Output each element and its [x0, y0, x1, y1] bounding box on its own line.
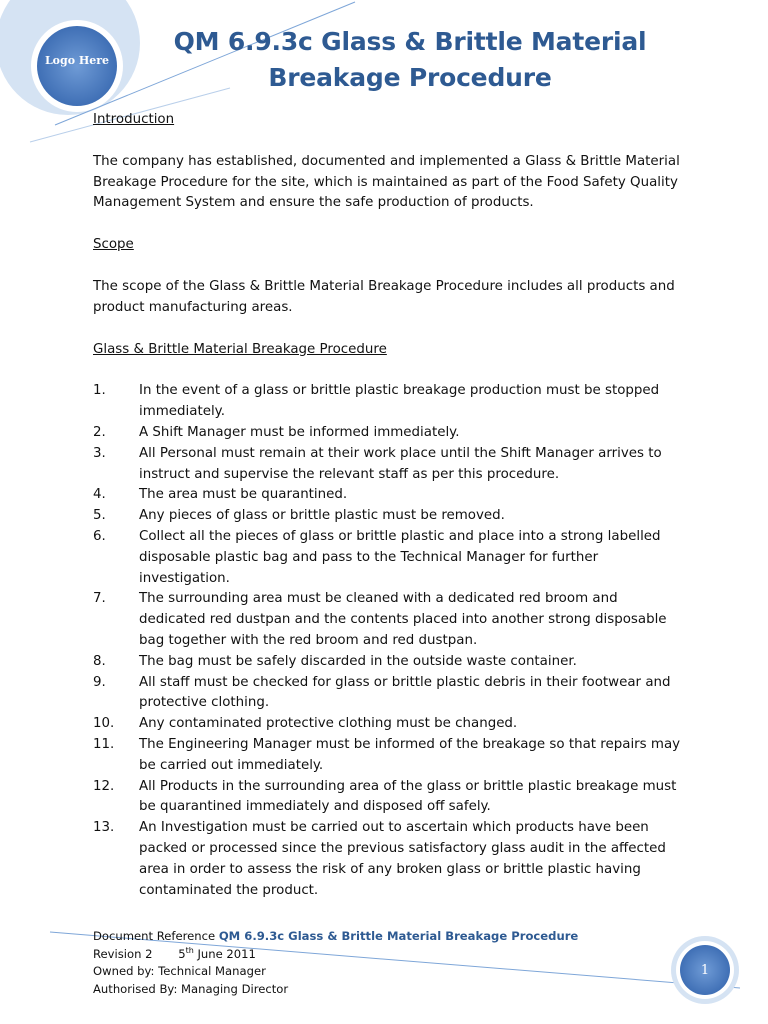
procedure-steps	[93, 381, 683, 901]
step-text: An Investigation must be carried out to ascertain which products have been packed or processed since the previous satisfactory glass audit in the affected area in order to assess the risk of any broken glass or brittle plastic having contaminated the product.	[139, 820, 666, 898]
list-item	[93, 735, 683, 777]
step-text: The Engineering Manager must be informed of the breakage so that repairs may be carried out immediately.	[139, 736, 681, 773]
list-item	[93, 485, 683, 506]
step-number: 7.	[93, 591, 106, 607]
logo-placeholder: Logo Here	[44, 54, 110, 67]
step-text: All Personal must remain at their work place until the Shift Manager arrives to instruct and supervise the relevant staff as per this procedure.	[139, 445, 662, 482]
step-number: 6.	[93, 528, 106, 544]
list-item	[93, 423, 683, 444]
reference-value: QM 6.9.3c Glass & Brittle Material Breakage Procedure	[218, 929, 579, 943]
revision-label: Revision 2	[93, 946, 153, 961]
scope-heading: Scope	[93, 237, 134, 253]
footer-authoriser: Authorised By: Managing Director	[93, 981, 289, 996]
step-number: 5.	[93, 508, 106, 524]
step-number: 8.	[93, 653, 106, 669]
list-item	[93, 381, 683, 423]
step-number: 12.	[93, 778, 115, 794]
step-text: All Products in the surrounding area of the glass or brittle plastic breakage must be quarantined immediately and disposed off safely.	[139, 778, 677, 815]
list-item	[93, 673, 683, 715]
step-number: 10.	[93, 716, 115, 732]
page-number: 1	[700, 963, 710, 978]
scope-text: The scope of the Glass & Brittle Material Breakage Procedure includes all products and product manufacturing areas.	[93, 278, 675, 315]
step-text: Any contaminated protective clothing must be changed.	[139, 716, 518, 732]
step-number: 3.	[93, 445, 106, 461]
step-text: A Shift Manager must be informed immediately.	[139, 424, 460, 440]
list-item	[93, 527, 683, 589]
step-text: The area must be quarantined.	[139, 487, 348, 503]
step-number: 9.	[93, 674, 106, 690]
footer-revision	[93, 946, 653, 964]
footer-owner: Owned by: Technical Manager	[93, 964, 266, 978]
list-item	[93, 589, 683, 651]
step-text: In the event of a glass or brittle plastic breakage production must be stopped immediately.	[139, 383, 660, 420]
reference-label: Document Reference	[93, 929, 216, 943]
step-text: Any pieces of glass or brittle plastic must be removed.	[139, 508, 505, 524]
step-number: 1.	[93, 383, 106, 399]
step-text: Collect all the pieces of glass or brittle plastic and place into a strong labelled disposable plastic bag and pass to the Technical Manager for further investigation.	[139, 528, 661, 586]
step-text: The bag must be safely discarded in the outside waste container.	[139, 653, 577, 669]
list-item	[93, 652, 683, 673]
footer-reference	[93, 928, 653, 946]
list-item	[93, 506, 683, 527]
list-item	[93, 444, 683, 486]
step-number: 13.	[93, 820, 115, 836]
document-footer	[93, 928, 653, 998]
revision-day-suffix: th	[185, 945, 194, 955]
step-text: All staff must be checked for glass or brittle plastic debris in their footwear and protective clothing.	[139, 674, 671, 711]
list-item	[93, 714, 683, 735]
revision-day: 5	[178, 946, 186, 961]
page-title: QM 6.9.3c Glass & Brittle Material Breakage Procedure	[173, 27, 647, 92]
document-body	[93, 110, 683, 901]
introduction-heading: Introduction	[93, 112, 175, 127]
step-number: 2.	[93, 424, 106, 440]
step-text: The surrounding area must be cleaned with a dedicated red broom and dedicated red dustpan and the contents placed into another strong disposable bag together with the red broom and red dustpan.	[139, 591, 667, 648]
list-item	[93, 818, 683, 901]
revision-date: June 2011	[197, 946, 256, 961]
introduction-text: The company has established, documented and implemented a Glass & Brittle Material Breakage Procedure for the site, which is maintained as part of the Food Safety Quality Management System and ensure the safe production of products.	[93, 153, 680, 211]
step-number: 11.	[93, 736, 115, 752]
list-item	[93, 777, 683, 819]
step-number: 4.	[93, 487, 106, 503]
procedure-heading: Glass & Brittle Material Breakage Procedure	[93, 341, 387, 357]
